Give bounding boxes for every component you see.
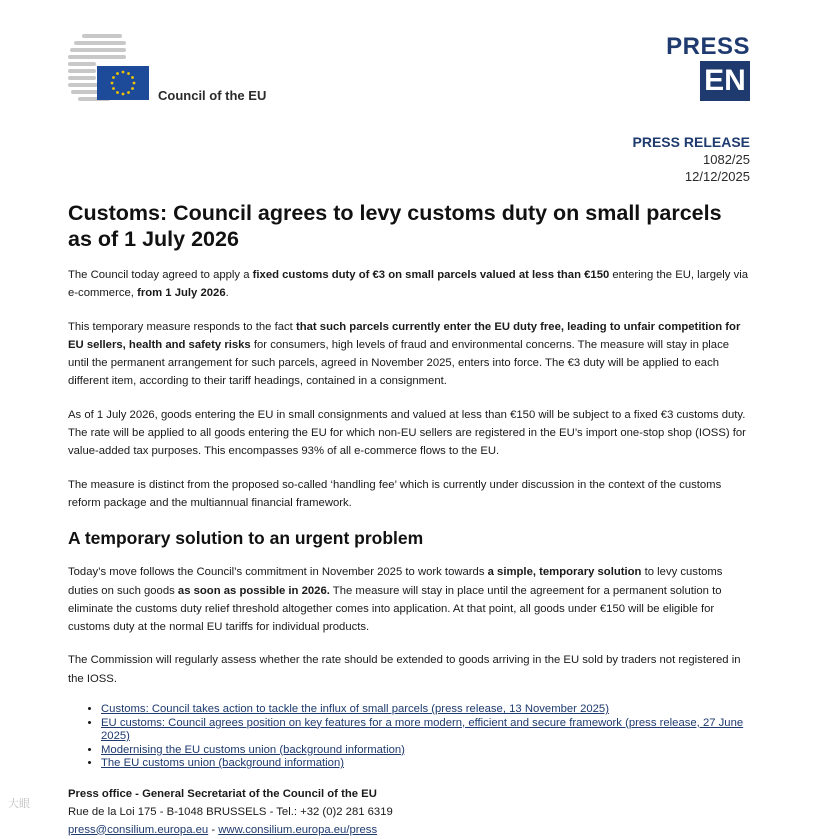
eu-star-icon (111, 82, 114, 85)
list-item (101, 717, 750, 744)
press-website-link[interactable]: www.consilium.europa.eu/press (218, 823, 378, 836)
eu-star-icon (131, 76, 134, 79)
press-email-link[interactable]: press@consilium.europa.eu (68, 823, 209, 836)
paragraph-distinction: The measure is distinct from the proposed so-called ‘handling fee’ which is currently under discussion in the context of the customs reform package and the multiannual financial framework. (68, 478, 722, 509)
emphasis-text: as soon as possible in 2026. (177, 584, 330, 597)
eu-star-icon (133, 82, 136, 85)
body-text: to levy customs duties on such goods (68, 566, 723, 597)
council-of-the-eu-logo (68, 32, 150, 102)
body-text: for consumers, high levels of fraud and environmental concerns. The measure will stay in place until the permanent arrangement for such parcels, agreed in November 2025, enters into force. The €3 duty will be applied to each different item, according to their tariff headings, contained in a consignment. (68, 338, 729, 388)
eu-star-icon (112, 87, 115, 90)
list-item (101, 744, 750, 758)
related-link-customs-union[interactable]: The EU customs union (background information) (101, 757, 344, 770)
release-meta (633, 134, 750, 185)
eu-star-icon (122, 71, 125, 74)
related-link-small-parcels[interactable]: Customs: Council takes action to tackle the influx of small parcels (press release, 13 November 2025) (101, 703, 609, 716)
org-name: Council of the EU (158, 88, 267, 103)
paragraph-scope: As of 1 July 2026, goods entering the EU in small consignments and valued at less than €150 will be subject to a fixed €3 customs duty. The rate will be applied to all goods entering the EU for which non-EU sellers are registered in the EU’s import one-stop shop (IOSS) for value-added tax purposes. This encompasses 93% of all e-commerce flows to the EU. (68, 408, 746, 458)
emphasis-text: that such parcels currently enter the EU duty free, leading to unfair competition for EU sellers, health and safety risks (68, 320, 741, 351)
body-text: The Council today agreed to apply a (68, 269, 253, 281)
eu-star-icon (116, 91, 119, 94)
article-body (68, 200, 750, 839)
body-text: This temporary measure responds to the fact (68, 320, 296, 333)
related-links-list (68, 703, 750, 771)
release-number: 1082/25 (703, 152, 750, 167)
eu-star-icon (127, 91, 130, 94)
paragraph-intro (68, 266, 750, 303)
paragraph-context (68, 318, 750, 391)
eu-star-icon (116, 72, 119, 75)
related-link-modernising[interactable]: Modernising the EU customs union (background information) (101, 743, 405, 756)
related-link-customs-position[interactable]: EU customs: Council agrees position on key features for a more modern, efficient and secure framework (press release, 27 June 2025) (101, 716, 744, 743)
eu-star-icon (112, 76, 115, 79)
press-office-contacts (68, 821, 750, 839)
release-kind: PRESS RELEASE (632, 134, 750, 150)
emphasis-text: fixed customs duty of €3 on small parcels valued at less than €150 (252, 269, 610, 281)
page-title: Customs: Council agrees to levy customs duty on small parcels as of 1 July 2026 (68, 201, 722, 251)
press-office-address: Rue de la Loi 175 - B-1048 BRUSSELS - Tel.: +32 (0)2 281 6319 (68, 805, 393, 818)
body-text: The measure will stay in place until the agreement for a permanent solution to eliminate the customs duty relief threshold altogether comes into application. At that point, all goods under €150 will be eligible for customs duty at the normal EU tariffs for individual products. (68, 584, 722, 634)
language-badge: EN (700, 61, 750, 101)
list-item (101, 703, 750, 717)
press-label: PRESS (666, 33, 750, 60)
press-office-title: Press office - General Secretariat of the Council of the EU (68, 787, 377, 800)
contact-separator: - (208, 823, 219, 836)
eu-star-icon (131, 87, 134, 90)
eu-star-icon (127, 72, 130, 75)
release-date: 12/12/2025 (684, 169, 750, 184)
eu-star-icon (122, 93, 125, 96)
list-item (101, 757, 750, 771)
press-office-block (68, 785, 750, 839)
body-text: . (225, 287, 229, 300)
watermark: 大眼 (8, 798, 30, 810)
body-text: Today’s move follows the Council’s commitment in November 2025 to work towards (68, 566, 488, 579)
body-text: entering the EU, largely via e-commerce, (68, 269, 749, 300)
emphasis-text: a simple, temporary solution (487, 566, 642, 579)
emphasis-text: from 1 July 2026 (137, 287, 226, 300)
paragraph-background (68, 563, 750, 636)
section-heading: A temporary solution to an urgent problem (68, 528, 424, 549)
paragraph-assessment: The Commission will regularly assess whether the rate should be extended to goods arriving in the EU sold by traders not registered in the IOSS. (68, 654, 741, 685)
